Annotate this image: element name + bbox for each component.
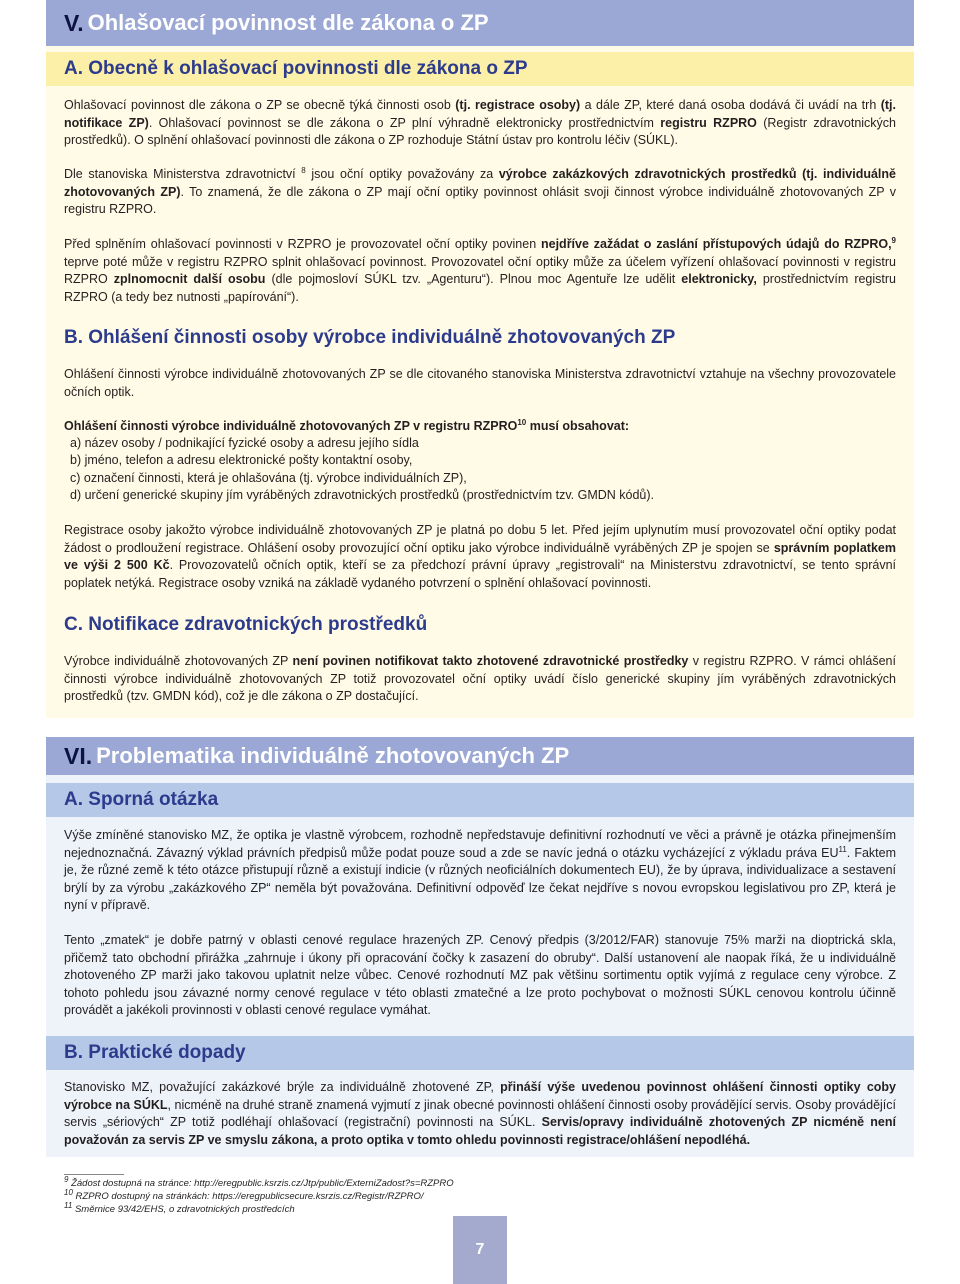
text: a dále ZP, které daná osoba dodává či uvádí na trh	[580, 98, 881, 112]
section-v-b-paragraph-3	[64, 522, 896, 592]
text: Stanovisko MZ, považující zakázkové brýle za individuálně zhotovené ZP,	[64, 1080, 501, 1094]
section-vi-a-heading: A. Sporná otázka	[46, 783, 914, 817]
footnote-number: 9	[64, 1174, 69, 1184]
section-v-number: V.	[64, 9, 84, 36]
bold-text: registru RZPRO	[660, 115, 757, 130]
text: prostřednictvím registru RZPRO (a tedy bez nutnosti „papírování“).	[64, 272, 897, 304]
footnote-ref: 8	[301, 165, 306, 175]
section-vi-a-paragraph-2: Tento „zmatek“ je dobře patrný v oblasti cenové regulace hrazených ZP. Cenový předpis (3/2012/FAR) stanovuje 75% marži na dioptrická skla, přičemž tato obchodní přirážka „zahrnuje i úkony při opracování čočky k zasazení do obruby“. Další ustanovení ale naopak říká, že u individuálně zhotoveného ZP marži jako takovou uplatnit nelze vůbec. Cenové rozhodnutí MZ pak většinu sortimentu optik vyjímá z regulace ceny výrobce. Z tohoto pohledu jsou závazné normy cenové regulace v této oblasti zmatečné a lze proto pochybovat o možnosti SÚKL cenovou kontrolu účinně provádět a jakékoli provinnosti v oblasti cenové regulace vymáhat.	[64, 933, 896, 1018]
bold-text: elektronicky,	[681, 272, 757, 287]
section-v-a-paragraph-3	[64, 236, 896, 306]
list-item: c) označení činnosti, která je ohlašována (tj. výrobce individuálních ZP),	[70, 470, 467, 485]
section-vi-b-paragraph-1	[64, 1079, 896, 1149]
section-v-title: Ohlašovací povinnost dle zákona o ZP	[87, 10, 489, 35]
bold-text: výrobce zakázkových zdravotnických prostředků (tj. individuálně zhotovovaných ZP)	[64, 167, 896, 199]
footnote-ref: 10	[517, 417, 527, 427]
section-v-b-paragraph-2	[64, 418, 896, 436]
text: Ohlašovací povinnost dle zákona o ZP se obecně týká činnosti osob	[64, 98, 456, 112]
bold-text: Ohlášení činnosti výrobce individuálně zhotovovaných ZP v registru RZPRO	[64, 419, 518, 433]
section-vi-a-paragraph-1	[64, 827, 896, 915]
list-item: a) název osoby / podnikající fyzické osoby a adresu jejího sídla	[70, 436, 419, 450]
bold-text: Servis/opravy individuálně zhotovených ZP nicméně není považován za servis ZP ve smyslu zákona, a proto optika v tomto ohledu povinnosti registrace/ohlášení nepodléhá.	[64, 1115, 896, 1147]
footnote-text: Směrnice 93/42/EHS, o zdravotnických prostředcích	[72, 1204, 295, 1215]
footnote-ref: 9	[891, 235, 896, 245]
text: (dle pojmosloví SÚKL tzv. „Agenturu“). Plnou moc Agentuře lze udělit	[265, 272, 682, 287]
bold-text: (tj. registrace osoby)	[455, 98, 581, 112]
list-item: d) určení generické skupiny jím vyráběných zdravotnických prostředků (prostřednictvím tzv. GMDN kódů).	[70, 488, 655, 503]
text: . Ohlašovací povinnost se dle zákona o ZP plní výhradně elektronicky prostřednictvím	[148, 115, 661, 130]
footnote-divider	[64, 1174, 124, 1175]
section-v-a-paragraph-1	[64, 97, 896, 150]
section-v-b-list	[70, 435, 896, 505]
page-number: 7	[453, 1216, 507, 1284]
text: v registru RZPRO. V rámci ohlášení činnosti výrobce individuálně zhotovovaných ZP totiž provozovatel oční optiky uvádí číslo generické skupiny jím vyráběných zdravotnických prostředků (tzv. GMDN kód), což je dle zákona o ZP dostačující.	[64, 654, 896, 704]
text: teprve poté může v registru RZPRO splnit ohlašovací povinnost. Provozovatel oční optiky může za účelem vyřízení ohlašovací povinnosti v registru RZPRO	[64, 254, 896, 287]
bold-text: musí obsahovat:	[526, 419, 630, 433]
footnote-number: 10	[64, 1187, 73, 1197]
section-v-a-heading: A. Obecně k ohlašovací povinnosti dle zákona o ZP	[46, 52, 914, 86]
text: Registrace osoby jakožto výrobce individuálně zhotovovaných ZP je platná po dobu 5 let. Před jejím uplynutím musí provozovatel oční optiky podat žádost o prodloužení registrace. Ohlášení osoby provozující oční optiku jako výrobce individuálně vyráběných ZP je spojen se	[64, 523, 896, 555]
section-vi-b-heading: B. Praktické dopady	[46, 1036, 914, 1070]
section-vi-number: VI.	[64, 742, 93, 769]
footnote-text: Žádost dostupná na stránce: http://eregpublic.ksrzis.cz/Jtp/public/ExterniZadost?s=RZPRO	[68, 1178, 454, 1189]
text: . To znamená, že dle zákona o ZP mají oční optiky povinnost ohlásit svoji činnost výrobce individuálně zhotovovaných ZP v registru RZPRO.	[64, 184, 897, 217]
text: . Faktem je, že různé země k této otázce přistupují různě a existují indicie (v různých neoficiálních dokumentech EU), že by úprava, individualizace a sestavení brýlí by za výrobu „zakázkového ZP“ neměla být považována. Definitivní odpověď lze čekat nejdříve s novou evropskou legislativou pro ZP, která je nyní v přípravě.	[64, 845, 896, 913]
footnote-10	[64, 1187, 424, 1203]
section-v-b-paragraph-1: Ohlášení činnosti výrobce individuálně zhotovovaných ZP se dle citovaného stanoviska Ministerstva zdravotnictví vztahuje na všechny provozovatele očních optik.	[64, 367, 896, 399]
section-v-c-paragraph-1	[64, 653, 896, 706]
text: , nicméně na druhé straně znamená vyjmutí z jinak obecné povinnosti ohlášení činnosti osoby provádějící servis. Osoby provádějící servis „sériových“ ZP totiž podléhají ohlašovací (registrační) povinnosti na SÚKL.	[64, 1097, 896, 1130]
section-v-header	[46, 0, 914, 46]
bold-text: správním poplatkem ve výši 2 500 Kč	[64, 540, 896, 573]
bold-text: není povinen notifikovat takto zhotovené zdravotnické prostředky	[292, 654, 689, 668]
text: . Provozovatelů očních optik, kteří se za předchozí právní úpravy „registrovali“ na Ministerstvu zdravotnictví, se tento správní poplatek netýká. Registrace osoby vzniká na základě vydaného potvrzení o splnění ohlašovací povinnosti.	[64, 558, 896, 590]
text: (Registr zdravotnických prostředků). O splnění ohlašovací povinnosti dle zákona o ZP rozhoduje Státní ústav pro kontrolu léčiv (SÚKL).	[64, 115, 897, 148]
section-v-b-heading: B. Ohlášení činnosti osoby výrobce individuálně zhotovovaných ZP	[64, 327, 676, 348]
section-vi-title: Problematika individuálně zhotovovaných ZP	[96, 743, 570, 768]
section-v-c-heading: C. Notifikace zdravotnických prostředků	[64, 614, 428, 635]
text: jsou oční optiky považovány za	[305, 167, 499, 181]
bold-text: zplnomocnit další osobu	[113, 272, 266, 287]
text: Dle stanoviska Ministerstva zdravotnictví	[64, 167, 302, 181]
list-item: b) jméno, telefon a adresu elektronické pošty kontaktní osoby,	[70, 453, 413, 468]
text: Výrobce individuálně zhotovovaných ZP	[64, 654, 293, 668]
text: Před splněním ohlašovací povinnosti v RZPRO je provozovatel oční optiky povinen	[64, 237, 541, 251]
footnote-text: RZPRO dostupný na stránkách: https://eregpublicsecure.ksrzis.cz/Registr/RZPRO/	[72, 1191, 424, 1202]
footnote-9	[64, 1174, 454, 1190]
bold-text: nejdříve zažádat o zaslání přístupových údajů do RZPRO,	[541, 237, 892, 251]
bold-text: (tj. notifikace ZP)	[64, 98, 896, 130]
section-v-a-paragraph-2	[64, 166, 896, 219]
footnote-11	[64, 1200, 295, 1216]
bold-text: přináší výše uvedenou povinnost ohlášení činnosti optiky coby výrobce na SÚKL	[64, 1080, 896, 1112]
section-vi-header	[46, 737, 914, 775]
footnote-number: 11	[64, 1200, 73, 1210]
footnote-ref: 11	[838, 844, 847, 854]
text: Výše zmíněné stanovisko MZ, že optika je vlastně výrobcem, rozhodně nepředstavuje definitivní rozhodnutí ve věci a právně je otázka přinejmenším nejednoznačná. Závazný výklad právních předpisů může podat pouze soud a zde se navíc jedná o otázku vycházející z výkladu práva EU	[64, 828, 896, 860]
